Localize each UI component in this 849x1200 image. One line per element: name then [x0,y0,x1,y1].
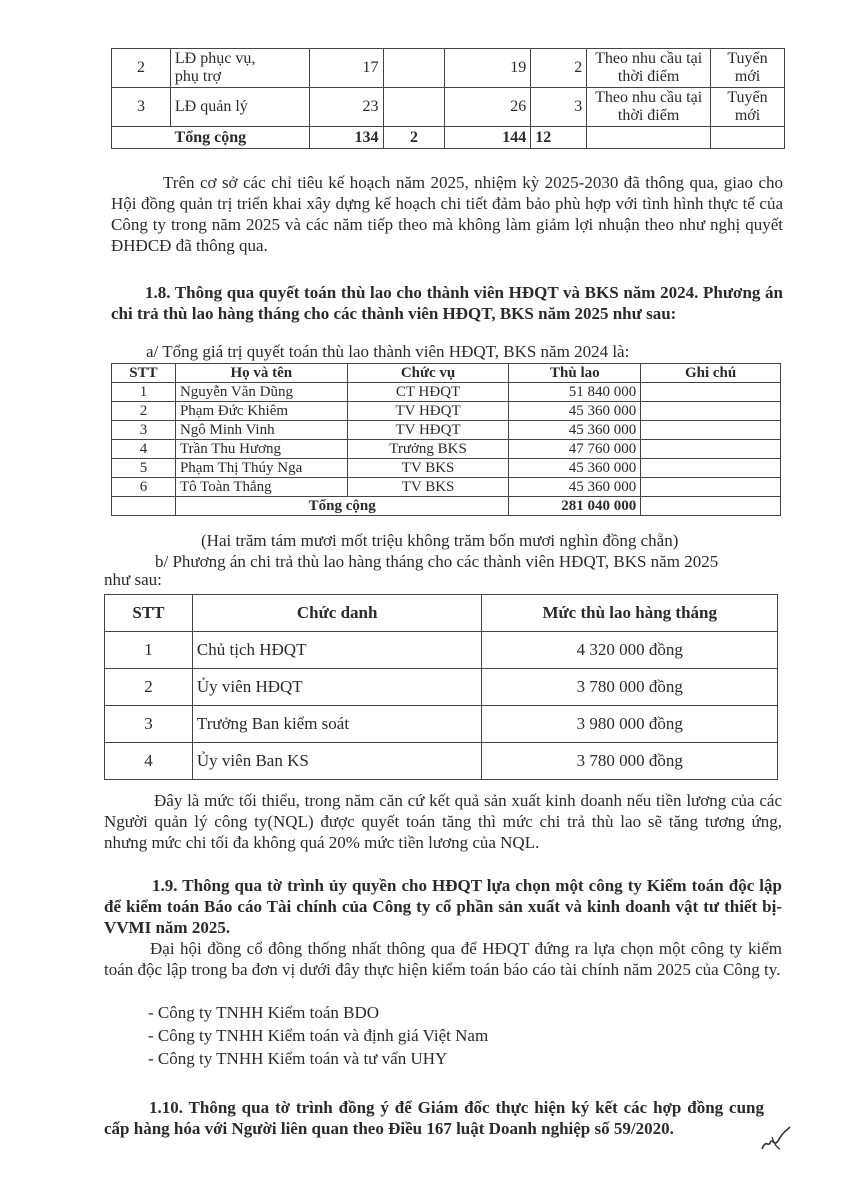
list-item: - Công ty TNHH Kiểm toán BDO [148,1003,380,1022]
amount-cell: 3 780 000 đồng [482,669,778,706]
stt-cell: 3 [112,88,171,127]
type-cell: Tuyển mới [711,88,785,127]
total-value: 134 [309,127,383,149]
total-row [112,127,785,149]
amount-cell: 45 360 000 [509,459,641,478]
stt-cell: 4 [105,743,193,780]
name-cell: Ngô Minh Vinh [175,421,347,440]
list-item: - Công ty TNHH Kiểm toán và định giá Việt Nam [148,1026,489,1045]
col-header-stt: STT [105,595,193,632]
initials-signature-icon [758,1125,794,1155]
stt-cell: 2 [112,49,171,88]
amount-cell: 3 980 000 đồng [482,706,778,743]
name-cell: LĐ quản lý [170,88,309,127]
value-cell [383,49,445,88]
total-value: 144 [445,127,531,149]
staffing-table [111,48,785,149]
name-cell: LĐ phục vụ, phụ trợ [170,49,309,88]
type-cell: Tuyển mới [711,49,785,88]
table-row [112,383,781,402]
total-row [112,497,781,516]
table-row [112,49,785,88]
role-cell: Trưởng BKS [347,440,509,459]
role-cell: TV HĐQT [347,402,509,421]
table-row [112,402,781,421]
heading-1-8: 1.8. Thông qua quyết toán thù lao cho thành viên HĐQT và BKS năm 2024. Phương án chi trả thù lao hàng tháng cho các thành viên HĐQT, BKS năm 2025 như sau: [111,283,783,323]
sub-heading-a: a/ Tổng giá trị quyết toán thù lao thành viên HĐQT, BKS năm 2024 là: [146,342,630,361]
title-cell: Trưởng Ban kiểm soát [192,706,482,743]
total-label: Tổng cộng [112,127,310,149]
total-amount: 281 040 000 [509,497,641,516]
note-cell: Theo nhu cầu tại thời điểm [587,49,711,88]
stt-cell: 3 [105,706,193,743]
col-header-title: Chức danh [192,595,482,632]
table-row [112,88,785,127]
remuneration-table [111,363,781,516]
stt-cell: 3 [112,421,176,440]
total-value: 12 [531,127,587,149]
amount-cell: 51 840 000 [509,383,641,402]
list-item: - Công ty TNHH Kiểm toán và tư vấn UHY [148,1049,448,1068]
total-label: Tổng cộng [175,497,508,516]
amount-cell: 45 360 000 [509,421,641,440]
table-row [112,478,781,497]
role-cell: TV BKS [347,459,509,478]
stt-cell: 2 [112,402,176,421]
title-cell: Ủy viên HĐQT [192,669,482,706]
col-header-amount: Thù lao [509,364,641,383]
amount-cell: 45 360 000 [509,478,641,497]
table-row [105,743,778,780]
value-cell [383,88,445,127]
paragraph-audit: Đại hội đồng cổ đông thống nhất thông qua để HĐQT đứng ra lựa chọn một công ty kiểm toán độc lập trong ba đơn vị dưới đây thực hiện kiểm toán báo cáo tài chính năm 2025 của Công ty. [104,939,782,979]
paragraph-minimum: Đây là mức tối thiểu, trong năm căn cứ kết quả sản xuất kinh doanh nếu tiền lương của các Người quản lý công ty(NQL) được quyết toán tăng thì mức chi trả thù lao sẽ tăng tương ứng, nhưng mức chi tối đa không quá 20% mức tiền lương của NQL. [104,791,782,852]
name-cell: Phạm Đức Khiêm [175,402,347,421]
value-cell: 17 [309,49,383,88]
name-cell: Trần Thu Hương [175,440,347,459]
col-header-name: Họ và tên [175,364,347,383]
name-cell: Tô Toàn Thắng [175,478,347,497]
stt-cell: 6 [112,478,176,497]
amount-cell: 45 360 000 [509,402,641,421]
total-value: 2 [383,127,445,149]
title-cell: Chủ tịch HĐQT [192,632,482,669]
value-cell: 2 [531,49,587,88]
amount-cell: 47 760 000 [509,440,641,459]
col-header-amount: Mức thù lao hàng tháng [482,595,778,632]
amount-cell: 4 320 000 đồng [482,632,778,669]
stt-cell: 1 [105,632,193,669]
paragraph-plan: Trên cơ sở các chỉ tiêu kế hoạch năm 2025, nhiệm kỳ 2025-2030 đã thông qua, giao cho Hội đồng quản trị triển khai xây dựng kế hoạch chi tiết đảm bảo phù hợp với tình hình thực tế của Công ty trong năm 2025 và các năm tiếp theo mà không làm giảm lợi nhuận theo như nghị quyết ĐHĐCĐ đã thông qua. [111,173,783,255]
value-cell: 26 [445,88,531,127]
table-row [112,421,781,440]
table-row [112,440,781,459]
col-header-stt: STT [112,364,176,383]
title-cell: Ủy viên Ban KS [192,743,482,780]
stt-cell: 5 [112,459,176,478]
heading-1-10: 1.10. Thông qua tờ trình đồng ý để Giám đốc thực hiện ký kết các hợp đồng cung cấp hàng hóa với Người liên quan theo Điều 167 luật Doanh nghiệp số 59/2020. [104,1098,764,1138]
amount-cell: 3 780 000 đồng [482,743,778,780]
note-cell [641,421,781,440]
value-cell: 23 [309,88,383,127]
table-row [105,706,778,743]
header-row [105,595,778,632]
table-row [105,669,778,706]
table-row [112,459,781,478]
stt-cell: 2 [105,669,193,706]
sub-heading-b: b/ Phương án chi trả thù lao hàng tháng cho các thành viên HĐQT, BKS năm 2025 [155,552,719,571]
note-cell [641,402,781,421]
col-header-note: Ghi chú [641,364,781,383]
role-cell: CT HĐQT [347,383,509,402]
stt-cell: 1 [112,383,176,402]
role-cell: TV BKS [347,478,509,497]
role-cell: TV HĐQT [347,421,509,440]
sub-heading-b-cont: như sau: [104,570,162,589]
name-cell: Nguyễn Văn Dũng [175,383,347,402]
total-in-words: (Hai trăm tám mươi mốt triệu không trăm bốn mươi nghìn đồng chẵn) [201,531,679,550]
note-cell [641,440,781,459]
monthly-remuneration-table [104,594,778,780]
table-row [105,632,778,669]
note-cell: Theo nhu cầu tại thời điểm [587,88,711,127]
col-header-role: Chức vụ [347,364,509,383]
value-cell: 3 [531,88,587,127]
note-cell [641,383,781,402]
note-cell [641,459,781,478]
heading-1-9: 1.9. Thông qua tờ trình ủy quyền cho HĐQT lựa chọn một công ty Kiểm toán độc lập để kiểm toán Báo cáo Tài chính của Công ty cổ phần sản xuất và kinh doanh vật tư thiết bị- VVMI năm 2025. [104,876,782,937]
value-cell: 19 [445,49,531,88]
name-cell: Phạm Thị Thúy Nga [175,459,347,478]
header-row [112,364,781,383]
note-cell [641,478,781,497]
stt-cell: 4 [112,440,176,459]
